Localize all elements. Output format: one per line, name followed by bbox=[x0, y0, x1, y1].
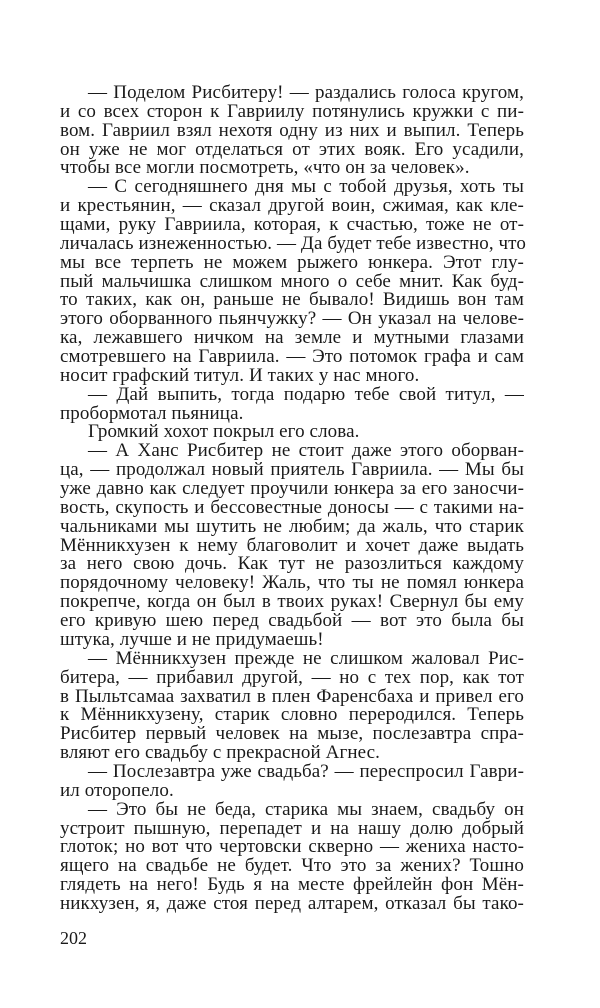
text-line: покрепче, когда он был в твоих руках! Свернул бы ему bbox=[60, 591, 524, 613]
text-line: чтобы все могли посмотреть, «что он за человек». bbox=[60, 157, 470, 179]
page-number: 202 bbox=[60, 928, 87, 948]
text-line: мы все терпеть не можем рыжего юнкера. Этот глу- bbox=[60, 251, 524, 273]
text-line: — С сегодняшнего дня мы с тобой друзья, хоть ты bbox=[88, 176, 524, 198]
text-line: то таких, как он, раньше не бывало! Видишь вон там bbox=[60, 289, 524, 311]
text-line: чальниками мы шутить не любим; да жаль, что старик bbox=[60, 515, 524, 537]
text-line: — А Ханс Рисбитер не стоит даже этого оборван- bbox=[88, 440, 524, 462]
text-line: ящего на свадьбе не будет. Что это за жених? Тошно bbox=[60, 855, 524, 877]
book-page-text bbox=[60, 84, 524, 914]
text-line: уже давно как следует проучили юнкера за его заносчи- bbox=[60, 478, 524, 500]
text-line: ца, — продолжал новый приятель Гавриила. — Мы бы bbox=[60, 459, 524, 481]
text-line: Рисбитер первый человек на мызе, послезавтра спра- bbox=[60, 723, 524, 745]
text-line: и крестьянин, — сказал другой воин, сжимая, как кле- bbox=[60, 195, 524, 217]
text-line: Мённикхузен к нему благоволит и хочет даже выдать bbox=[60, 534, 524, 556]
text-line: личалась изнеженностью. — Да будет тебе известно, что bbox=[60, 232, 526, 254]
text-line: к Мённикхузену, старик словно переродился. Теперь bbox=[60, 704, 524, 726]
text-line: ил оторопело. bbox=[60, 779, 174, 801]
text-line: вость, скупость и бессовестные доносы — с такими на- bbox=[60, 496, 524, 518]
text-line: в Пыльтсамаа захватил в плен Фаренсбаха и привел его bbox=[60, 685, 524, 707]
text-line: он уже не мог отделаться от этих вояк. Его усадили, bbox=[60, 138, 524, 160]
text-line: глядеть на него! Будь я на месте фрейлейн фон Мён- bbox=[60, 874, 524, 896]
text-line: — Мённикхузен прежде не слишком жаловал Рис- bbox=[88, 647, 524, 669]
text-line: — Дай выпить, тогда подарю тебе свой титул, — bbox=[88, 383, 524, 405]
text-line: этого оборванного пьянчужку? — Он указал на челове- bbox=[60, 308, 524, 330]
text-line: никхузен, я, даже стоя перед алтарем, отказал бы тако- bbox=[60, 892, 524, 914]
text-line: пый мальчишка слишком много о себе мнит. Как буд- bbox=[60, 270, 524, 292]
text-line: — Поделом Рисбитеру! — раздались голоса кругом, bbox=[88, 82, 524, 103]
text-line: устроит пышную, перепадет и на нашу долю добрый bbox=[60, 817, 524, 839]
text-line: порядочному человеку! Жаль, что ты не помял юнкера bbox=[60, 572, 524, 594]
text-line: — Послезавтра уже свадьба? — переспросил Гаври- bbox=[88, 760, 524, 782]
text-line: вляют его свадьбу с прекрасной Агнес. bbox=[60, 742, 380, 764]
text-line: за него свою дочь. Как тут не разозлиться каждому bbox=[60, 553, 524, 575]
text-line: Громкий хохот покрыл его слова. bbox=[88, 421, 360, 443]
text-line: битера, — прибавил другой, — но с тех пор, как тот bbox=[60, 666, 524, 688]
text-line: штука, лучше и не придумаешь! bbox=[60, 628, 324, 650]
text-line: носит графский титул. И таких у нас много. bbox=[60, 364, 420, 386]
text-line: щами, руку Гавриила, которая, к счастью, тоже не от- bbox=[60, 214, 524, 236]
text-line: ка, лежавшего ничком на земле и мутными глазами bbox=[60, 327, 524, 349]
text-line: смотревшего на Гавриила. — Это потомок графа и сам bbox=[60, 346, 524, 368]
text-line: его кривую шею перед свадьбой — вот это была бы bbox=[60, 610, 524, 632]
text-line: и со всех сторон к Гавриилу потянулись кружки с пи- bbox=[60, 100, 524, 122]
text-line: пробормотал пьяница. bbox=[60, 402, 244, 424]
text-line: — Это бы не беда, старика мы знаем, свадьбу он bbox=[88, 798, 524, 820]
text-line: вом. Гавриил взял нехотя одну из них и выпил. Теперь bbox=[60, 119, 524, 141]
text-line: глоток; но вот что чертовски скверно — жениха насто- bbox=[60, 836, 524, 858]
